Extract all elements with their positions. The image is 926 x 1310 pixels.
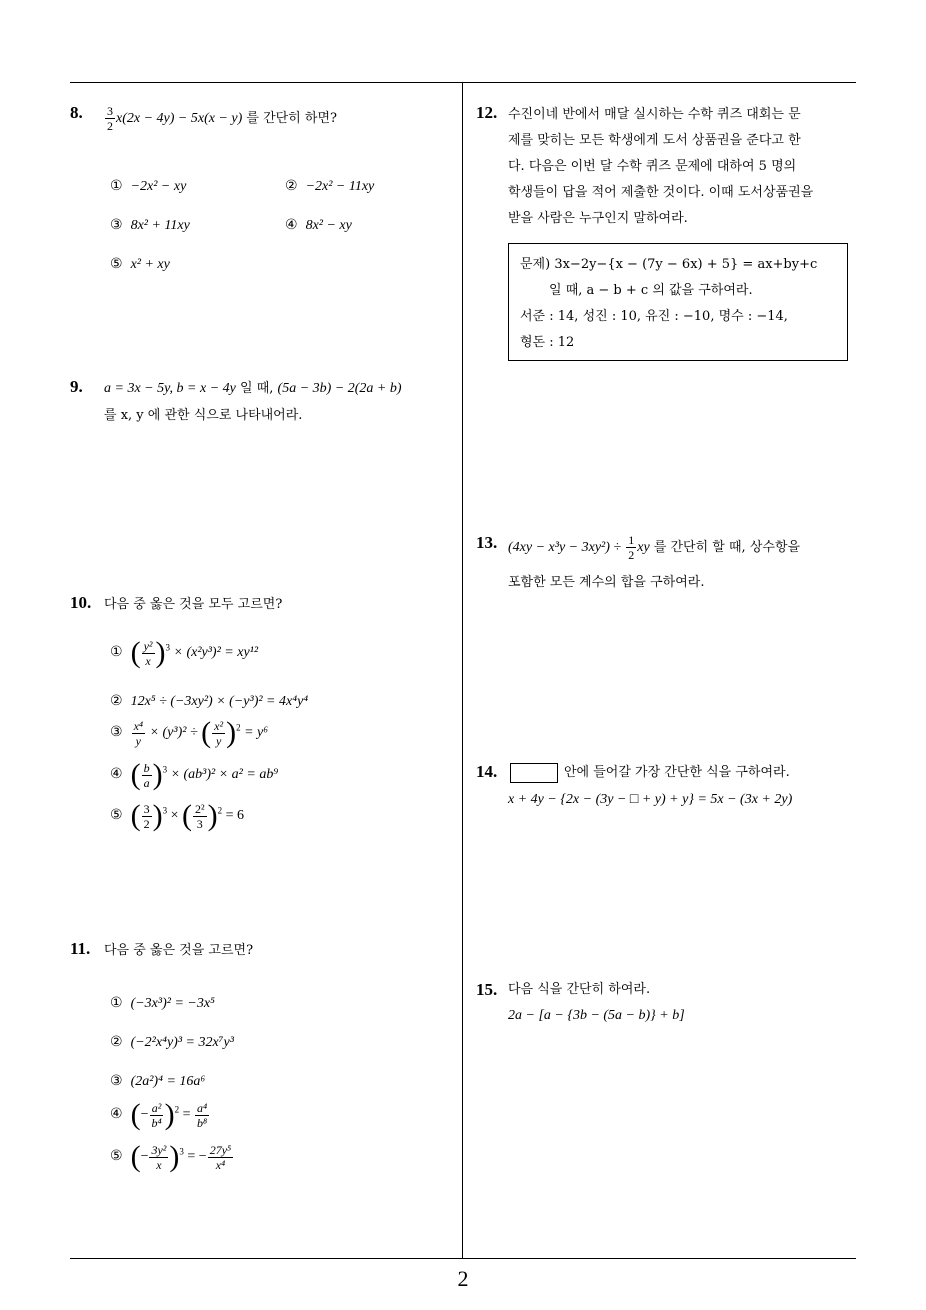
bottom-rule xyxy=(70,1258,856,1259)
q12-box-line-1: 문제) 3x−2y−{x − (7y − 6x) + 5} = ax+by+c xyxy=(520,257,818,272)
q9-line-1: a = 3x − 5y, b = x − 4y 일 때, (5a − 3b) − 2(2a + b) xyxy=(104,381,402,396)
q9-line-2: 를 x, y 에 관한 식으로 나타내어라. xyxy=(104,408,303,423)
q12-box-line-4: 형돈 : 12 xyxy=(520,335,575,350)
q10-option-1[interactable]: ① ( $\frac{\text{y²}}{x}$ )$^3$ × (x²y³)² = xy¹² xyxy=(110,636,259,669)
q14-number: 14. xyxy=(476,762,498,781)
q10-number: 10. xyxy=(70,593,92,612)
q15-number: 15. xyxy=(476,980,498,999)
q10-option-2[interactable]: ② 12x⁵ ÷ (−3xy²) × (−y³)² = 4x⁴y⁴ xyxy=(110,693,309,709)
q10-option-3[interactable]: ③ $\frac{\text{x⁴}}{y}$ × (y³)² ÷ ( $\frac{\text{x²}}{y}$ )$^2$ = y⁶ xyxy=(110,716,269,749)
q8-option-3[interactable]: ③ 8x² + 11xy xyxy=(110,217,190,233)
q14-prompt: 안에 들어갈 가장 간단한 식을 구하여라. xyxy=(564,765,790,780)
q15-expression: 2a − [a − {3b − (5a − b)} + b] xyxy=(508,1008,685,1023)
q12-line-4: 학생들이 답을 적어 제출한 것이다. 이때 도서상품권을 xyxy=(508,185,814,200)
q11-option-3[interactable]: ③ (2a²)⁴ = 16a⁶ xyxy=(110,1073,206,1089)
page-number: 2 xyxy=(457,1266,469,1291)
q8-option-4[interactable]: ④ 8x² − xy xyxy=(285,217,352,233)
q14-equation: x + 4y − {2x − (3y − □ + y) + y} = 5x − (3x + 2y) xyxy=(508,792,793,807)
q10-prompt: 다음 중 옳은 것을 모두 고르면? xyxy=(104,597,283,612)
q8-number: 8. xyxy=(70,103,83,122)
q12-number: 12. xyxy=(476,103,498,122)
q11-prompt: 다음 중 옳은 것을 고르면? xyxy=(104,943,254,958)
q11-option-2[interactable]: ② (−2²x⁴y)³ = 32x⁷y³ xyxy=(110,1034,234,1050)
top-rule xyxy=(70,82,856,83)
column-divider xyxy=(462,83,463,1259)
q12-box-line-2: 일 때, a − b + c 의 값을 구하여라. xyxy=(549,283,753,298)
q13-line-1: (4xy − x³y − 3xy²) ÷ $\frac{1}{2}$ xy 를 간단히 할 때, 상수항을 xyxy=(508,533,801,562)
q10-option-4[interactable]: ④ ( $\frac{b}{a}$ )$^3$ × (ab³)² × a² = ab⁹ xyxy=(110,758,279,791)
q12-line-1: 수진이네 반에서 매달 실시하는 수학 퀴즈 대회는 문 xyxy=(508,107,801,122)
q11-option-5[interactable]: ⑤ (− $\frac{\text{3y²}}{x}$ )$^3$ = − $\frac{\text{27y⁵}}{\text{x⁴}}$ xyxy=(110,1140,232,1173)
q8-option-5[interactable]: ⑤ x² + xy xyxy=(110,256,170,272)
q11-option-1[interactable]: ① (−3x³)² = −3x⁵ xyxy=(110,995,215,1011)
q8-expression: x(2x − 4y) − 5x(x − y) xyxy=(116,111,243,126)
q8-question xyxy=(104,104,337,133)
q8-prompt: 를 간단히 하면? xyxy=(246,111,338,126)
q11-option-4[interactable]: ④ (− $\frac{\text{a²}}{\text{b⁴}}$ )$^2$ = $\frac{\text{a⁴}}{\text{b⁸}}$ xyxy=(110,1098,208,1131)
q9-number: 9. xyxy=(70,377,83,396)
q13-line-2: 포함한 모든 계수의 합을 구하여라. xyxy=(508,575,705,590)
q8-option-1[interactable]: ① −2x² − xy xyxy=(110,178,187,194)
q13-number: 13. xyxy=(476,533,498,552)
q14-blank-box[interactable] xyxy=(510,763,558,783)
q15-prompt: 다음 식을 간단히 하여라. xyxy=(508,982,651,997)
q12-line-2: 제를 맞히는 모든 학생에게 도서 상품권을 준다고 한 xyxy=(508,133,801,148)
q12-box-line-3: 서준 : 14, 성진 : 10, 유진 : −10, 명수 : −14, xyxy=(520,309,788,324)
q12-line-5: 받을 사람은 누구인지 말하여라. xyxy=(508,211,688,226)
q11-number: 11. xyxy=(70,939,91,958)
q8-fraction: $\frac{3}{2}$ xyxy=(107,104,113,133)
q8-option-2[interactable]: ② −2x² − 11xy xyxy=(285,178,375,194)
q10-option-5[interactable]: ⑤ ( $\frac{3}{2}$ )$^3$ × ( $\frac{\text{2²}}{3}$ )$^2$ = 6 xyxy=(110,799,244,832)
q12-line-3: 다. 다음은 이번 달 수학 퀴즈 문제에 대하여 5 명의 xyxy=(508,159,797,174)
